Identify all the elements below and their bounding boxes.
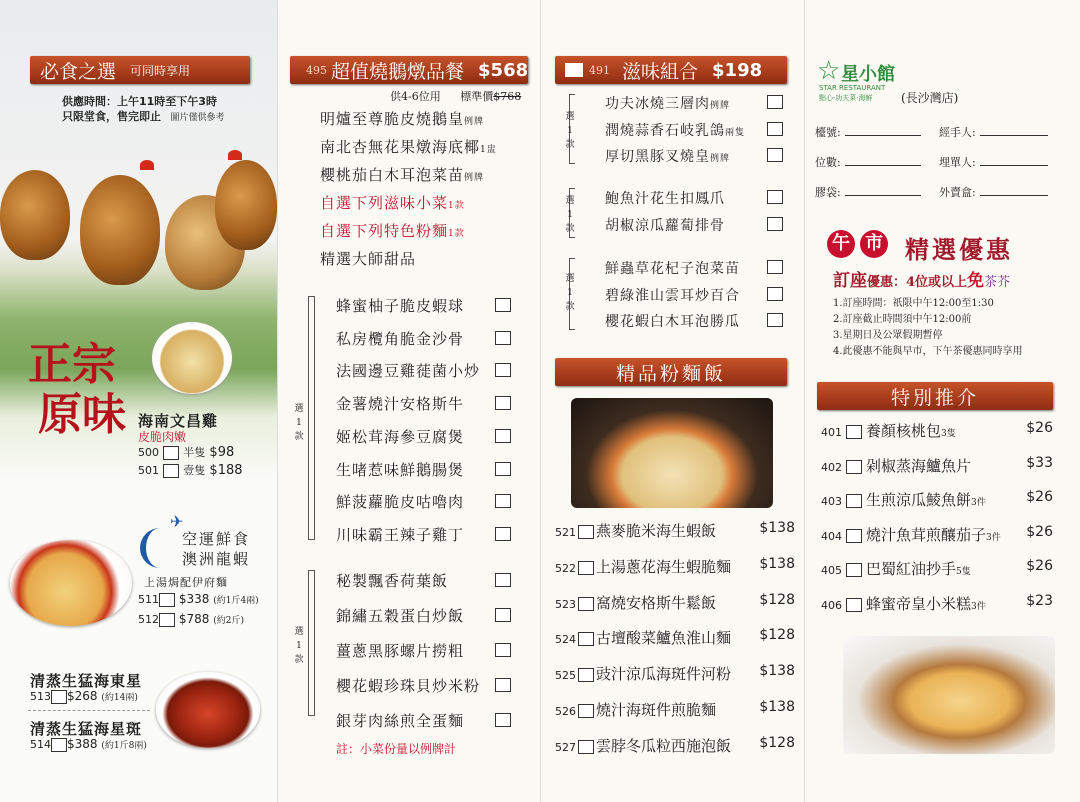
dish-checkbox[interactable]	[767, 95, 783, 109]
dish-name: 潤燒蒜香石岐乳鴿	[605, 122, 725, 139]
dish-name: 生啫惹味鮮鵝腸煲	[336, 460, 465, 479]
field-line[interactable]	[980, 165, 1048, 166]
chicken-illustration	[80, 175, 160, 285]
set1-item-name: 自選下列特色粉麵	[320, 222, 449, 240]
special-title: 特別推介	[890, 386, 979, 409]
field-line[interactable]	[980, 195, 1048, 196]
set1-item-name: 櫻桃茄白木耳泡菜苗	[320, 166, 465, 184]
dish-name: 鮮菠蘿脆皮咕嚕肉	[336, 493, 465, 512]
special-item[interactable]	[821, 489, 1053, 510]
fish1-option[interactable]: 513 $268 (約14兩)	[30, 689, 138, 703]
item-checkbox[interactable]	[578, 704, 594, 718]
item-code: 523	[555, 597, 576, 611]
lunch-rule: 2.訂座截止時間須中午12:00前	[833, 314, 972, 325]
chicken-option-half[interactable]: 500 半隻 $98	[138, 445, 235, 460]
item-name: 巴蜀紅油抄手	[866, 560, 957, 578]
lunch-badge-2: 市	[860, 230, 888, 258]
signature-title: 必食之選	[40, 60, 117, 83]
set1-title: 超值燒鵝燉品餐	[331, 60, 465, 83]
item-checkbox[interactable]	[578, 597, 594, 611]
dish-checkbox[interactable]	[495, 678, 511, 692]
set2-item[interactable]	[605, 93, 783, 113]
set1-group-b-item[interactable]	[336, 640, 511, 661]
item-price: $138	[759, 663, 795, 680]
item-price: $26	[1026, 558, 1053, 574]
dish-name: 法國邊豆雞蓰菌小炒	[336, 362, 481, 381]
dish-checkbox[interactable]	[767, 190, 783, 204]
noodles-banner	[555, 358, 787, 386]
dish-name: 胡椒涼瓜蘿蔔排骨	[605, 217, 725, 234]
set1-bracket-b-inner	[314, 570, 320, 716]
set1-group-a-item[interactable]	[336, 360, 511, 381]
noodle-item[interactable]	[555, 520, 795, 541]
chicken-name: 海南文昌雞	[138, 412, 219, 430]
noodle-item[interactable]	[555, 735, 795, 756]
set1-price: $568	[478, 59, 529, 81]
set1-std-label: 標準價	[460, 90, 494, 103]
dish-checkbox[interactable]	[495, 527, 511, 541]
set1-item-note: 1款	[448, 229, 465, 239]
dish-checkbox[interactable]	[495, 363, 511, 377]
dish-checkbox[interactable]	[495, 462, 511, 476]
noodle-item[interactable]	[555, 592, 795, 613]
dish-name: 金薯燒汁安格斯牛	[336, 395, 465, 414]
panel-signature	[0, 0, 277, 802]
item-checkbox[interactable]	[578, 668, 594, 682]
panel-set-meal	[277, 0, 540, 802]
special-item[interactable]	[821, 455, 1053, 476]
set1-footnote: 註：小菜份量以例牌計	[336, 742, 457, 756]
set1-group-a-item[interactable]	[336, 393, 511, 414]
set1-bracket-a-inner	[314, 296, 320, 540]
set2-item[interactable]	[605, 311, 783, 331]
item-price: $138	[759, 555, 795, 572]
special-item[interactable]	[821, 558, 1053, 579]
item-note: 3件	[971, 498, 986, 508]
fish-photo	[156, 672, 260, 748]
set1-item	[320, 136, 497, 157]
dish-note: 例牌	[710, 101, 731, 111]
chicken-illustration	[0, 170, 70, 260]
logo-chars: 星小館	[841, 64, 895, 85]
notice-text: 只限堂食，售完即止	[62, 110, 161, 123]
swoosh-icon	[140, 528, 180, 568]
set2-item[interactable]	[605, 146, 783, 166]
item-checkbox[interactable]	[578, 632, 594, 646]
item-name: 燕麥脆米海生蝦飯	[596, 522, 717, 540]
lobster-photo	[10, 540, 132, 626]
item-checkbox[interactable]	[846, 494, 862, 508]
dish-name: 櫻花蝦珍珠貝炒米粉	[336, 677, 481, 695]
item-code: 525	[555, 669, 576, 683]
special-item[interactable]	[821, 420, 1053, 441]
set2-item[interactable]	[605, 188, 783, 208]
field-line[interactable]	[980, 135, 1048, 136]
item-note: 3件	[986, 532, 1001, 543]
chicken-option-whole[interactable]: 501 壹隻 $188	[138, 463, 243, 478]
item-code: 401	[821, 426, 842, 439]
special-banner	[817, 382, 1053, 410]
field-label: 檯號:	[815, 126, 841, 139]
set2-banner	[555, 56, 787, 84]
star-logo-icon: ☆	[817, 56, 841, 86]
item-name: 古壇酸菜鱸魚淮山麵	[596, 629, 732, 648]
set2-price: $198	[712, 59, 763, 81]
item-note: 3隻	[941, 429, 956, 439]
lunch-rule: 3.星期日及公眾假期暫停	[833, 330, 943, 341]
lobster-option-1[interactable]: 511 $338 (約1斤4兩)	[138, 592, 259, 606]
dish-name: 薑蔥黑豚螺片撈粗	[336, 642, 465, 660]
calligraphy-line: 原味	[38, 389, 126, 440]
item-name: 燒汁海斑件煎脆麵	[596, 701, 717, 719]
item-code: 403	[821, 495, 842, 508]
item-name: 養顏核桃包	[866, 422, 942, 440]
order-field[interactable]	[939, 124, 1048, 140]
item-name: 豉汁涼瓜海斑件河粉	[596, 665, 732, 684]
item-checkbox[interactable]	[846, 460, 862, 474]
panel-combo	[540, 0, 804, 802]
logo-tag: 點心·功夫菜·海鮮	[819, 94, 873, 102]
item-checkbox[interactable]	[578, 525, 594, 539]
dish-name: 鮑魚汁花生扣鳳爪	[605, 191, 725, 207]
set1-item-note: 例牌	[464, 173, 485, 183]
calligraphy-text	[28, 340, 128, 440]
lobster-title-2: 澳洲龍蝦	[182, 550, 251, 568]
set1-item	[320, 164, 484, 185]
order-field[interactable]	[939, 154, 1048, 170]
choose-label: 選1款	[565, 274, 575, 312]
order-field[interactable]	[815, 124, 921, 140]
set1-item-name: 精選大師甜品	[320, 250, 417, 268]
fish1-checkbox[interactable]	[51, 690, 67, 704]
lobster-title-1: 空運鮮食	[182, 530, 251, 548]
field-label: 膠袋:	[815, 186, 841, 199]
chicken-whole-checkbox[interactable]	[163, 464, 179, 478]
item-note: 5隻	[956, 567, 971, 577]
shrimp-rice-photo	[571, 398, 773, 508]
item-price: $26	[1026, 523, 1053, 540]
signature-banner	[30, 56, 250, 84]
item-checkbox[interactable]	[846, 425, 862, 439]
dish-checkbox[interactable]	[495, 643, 511, 657]
fish2-option[interactable]: 514 $388 (約1斤8兩)	[30, 737, 147, 751]
item-price: $128	[759, 627, 795, 644]
dish-note: 例牌	[710, 154, 731, 164]
notice-line	[62, 108, 225, 124]
set1-group-a-item[interactable]	[336, 328, 511, 349]
set2-item[interactable]	[605, 285, 783, 305]
item-code: 527	[555, 740, 576, 754]
logo-en: STAR RESTAURANT	[819, 84, 886, 92]
set2-item[interactable]	[605, 120, 783, 140]
dish-checkbox[interactable]	[767, 217, 783, 231]
dish-checkbox[interactable]	[767, 313, 783, 327]
set1-info	[390, 88, 521, 104]
item-price: $26	[1026, 489, 1053, 505]
fish2-checkbox[interactable]	[51, 738, 67, 752]
item-price: $26	[1026, 420, 1053, 436]
item-price: $128	[759, 734, 795, 751]
field-line[interactable]	[845, 135, 921, 136]
dish-checkbox[interactable]	[495, 573, 511, 587]
choose-label: 選1款	[565, 112, 575, 150]
field-line[interactable]	[845, 165, 921, 166]
dish-checkbox[interactable]	[495, 713, 511, 727]
dish-note: 兩隻	[725, 127, 746, 138]
item-price: $138	[759, 520, 795, 536]
item-code: 526	[555, 705, 576, 718]
noodle-item[interactable]	[555, 663, 795, 684]
branch-name: (長沙灣店)	[901, 91, 959, 105]
item-name: 蜂蜜帝皇小米糕	[866, 594, 972, 613]
dish-name: 銀芽肉絲煎全蛋麵	[336, 712, 465, 730]
set1-item	[320, 192, 465, 213]
dish-checkbox[interactable]	[767, 122, 783, 136]
set1-group-b-item[interactable]	[336, 710, 511, 731]
item-note: 3件	[971, 601, 986, 612]
dish-name: 鮮蟲草花杞子泡菜苗	[605, 261, 740, 277]
field-line[interactable]	[845, 195, 921, 196]
lobster-2-checkbox[interactable]	[159, 613, 175, 627]
divider	[28, 710, 150, 711]
lunch-rule: 4.此優惠不能與早市，下午茶優惠同時享用	[833, 346, 1023, 357]
noodle-item[interactable]	[555, 699, 795, 720]
dish-checkbox[interactable]	[767, 287, 783, 301]
set1-std-price: $768	[493, 90, 522, 103]
set1-item-note: 1款	[448, 201, 465, 211]
set1-group-a-item[interactable]	[336, 524, 511, 545]
set1-code: 495	[306, 63, 327, 77]
lunch-badge-1: 午	[827, 230, 855, 258]
lobster-sub: 上湯焗配伊府麵	[144, 576, 228, 589]
set1-item	[320, 108, 484, 129]
dish-name: 錦繡五穀蛋白炒飯	[336, 607, 465, 625]
dish-checkbox[interactable]	[495, 298, 511, 312]
item-name: 雲脖冬瓜粒西施泡飯	[596, 736, 732, 755]
set2-title: 滋味組合	[622, 60, 699, 83]
field-label: 埋單人:	[939, 156, 976, 169]
choose-label: 選1款	[565, 196, 575, 234]
order-field[interactable]	[939, 184, 1048, 200]
set1-item-note: 例牌	[464, 117, 485, 127]
noodle-item[interactable]	[555, 556, 795, 577]
set1-group-b-item[interactable]	[336, 675, 511, 696]
set1-group-b-item[interactable]	[336, 605, 511, 626]
set1-group-a-item[interactable]	[336, 459, 511, 480]
item-checkbox[interactable]	[578, 561, 594, 575]
calligraphy-line: 正宗	[28, 339, 116, 390]
signature-subtitle: 可同時享用	[130, 63, 191, 78]
chicken-photo	[152, 322, 232, 394]
noodles-title: 精品粉麵飯	[615, 362, 726, 385]
lobster-option-2[interactable]: 512 $788 (約2斤)	[138, 612, 244, 626]
dish-name: 功夫冰燒三層肉	[605, 96, 710, 112]
order-field[interactable]	[815, 184, 921, 200]
lunch-title: 精選優惠	[905, 235, 1013, 264]
item-code: 406	[821, 598, 842, 612]
dish-checkbox[interactable]	[767, 148, 783, 162]
item-checkbox[interactable]	[846, 563, 862, 577]
set1-serves: 供4-6位用	[390, 90, 441, 103]
choose-label: 選1款	[294, 404, 304, 442]
set1-group-a-item[interactable]	[336, 426, 511, 447]
item-name: 生煎涼瓜鯪魚餅	[866, 491, 972, 509]
field-label: 位數:	[815, 156, 841, 169]
set1-item-note: 1盅	[480, 145, 497, 155]
dish-name: 蜂蜜柚子脆皮蝦球	[336, 297, 465, 315]
item-code: 522	[555, 561, 576, 575]
dish-checkbox[interactable]	[495, 429, 511, 443]
fish2-name: 清蒸生猛海星斑	[30, 720, 143, 738]
chicken-desc: 皮脆肉嫩	[138, 430, 187, 444]
set1-banner	[290, 56, 528, 84]
item-name: 上湯蔥花海生蝦脆麵	[596, 557, 732, 576]
set1-item-name: 自選下列滋味小菜	[320, 194, 449, 212]
chicken-half-checkbox[interactable]	[163, 446, 179, 460]
fish1-name: 清蒸生猛海東星	[30, 672, 143, 690]
lobster-1-checkbox[interactable]	[159, 593, 175, 607]
chicken-illustration	[215, 160, 277, 250]
set1-item-name: 明爐至尊脆皮燒鵝皇	[320, 110, 465, 128]
item-code: 404	[821, 529, 842, 543]
item-checkbox[interactable]	[578, 740, 594, 754]
set1-group-a-item[interactable]	[336, 491, 511, 512]
special-item[interactable]	[821, 593, 1053, 614]
dish-checkbox[interactable]	[495, 331, 511, 345]
dish-name: 私房欖角脆金沙骨	[336, 329, 465, 348]
millet-cake-photo	[843, 636, 1055, 754]
supply-hours: 供應時間：上午11時至下午3時	[62, 95, 217, 108]
dish-name: 川味霸王辣子雞丁	[336, 525, 465, 544]
set1-group-a-item[interactable]	[336, 295, 511, 316]
item-checkbox[interactable]	[846, 598, 862, 612]
dish-checkbox[interactable]	[767, 260, 783, 274]
choose-label: 選1款	[294, 627, 304, 665]
set2-item[interactable]	[605, 215, 783, 235]
field-label: 外賣盒:	[939, 186, 976, 199]
dish-name: 秘製飄香荷葉飯	[336, 572, 449, 590]
dish-name: 厚切黑豚叉燒皇	[605, 149, 710, 165]
item-code: 405	[821, 564, 842, 577]
plane-icon: ✈	[170, 512, 184, 531]
panel-lunch	[804, 0, 1080, 802]
special-item[interactable]	[821, 524, 1053, 545]
set1-group-b-item[interactable]	[336, 570, 511, 591]
dish-name: 姬松茸海參豆腐煲	[336, 427, 465, 446]
item-code: 402	[821, 460, 842, 474]
set1-item	[320, 220, 465, 241]
set1-item	[320, 248, 416, 269]
order-field[interactable]	[815, 154, 921, 170]
lunch-badge	[827, 230, 888, 258]
item-name: 燒汁魚茸煎釀茄子	[866, 525, 987, 544]
item-name: 剁椒蒸海鱸魚片	[866, 456, 972, 475]
dish-checkbox[interactable]	[495, 494, 511, 508]
booking-offer: 訂座優惠：4位或以上免茶芥	[833, 271, 1011, 291]
item-price: $23	[1026, 592, 1053, 609]
item-price: $33	[1026, 454, 1053, 471]
dish-name: 櫻花蝦白木耳泡勝瓜	[605, 314, 740, 330]
set2-code: 491	[589, 63, 610, 77]
dish-checkbox[interactable]	[495, 396, 511, 410]
lunch-rule: 1.訂座時間：祇限中午12:00至1:30	[833, 298, 994, 309]
field-label: 經手人:	[939, 126, 976, 139]
photo-note: 圖片僅供參考	[170, 113, 225, 123]
item-checkbox[interactable]	[846, 529, 862, 543]
dish-name: 碧綠淮山雲耳炒百合	[605, 287, 740, 304]
dish-checkbox[interactable]	[495, 608, 511, 622]
set2-item[interactable]	[605, 258, 783, 278]
item-code: 524	[555, 633, 576, 647]
noodle-item[interactable]	[555, 627, 795, 648]
set1-item-name: 南北杏無花果燉海底椰	[320, 138, 481, 156]
item-price: $138	[759, 699, 795, 715]
item-code: 521	[555, 526, 576, 539]
item-name: 窩燒安格斯牛鬆飯	[596, 593, 717, 612]
item-price: $128	[759, 591, 795, 608]
